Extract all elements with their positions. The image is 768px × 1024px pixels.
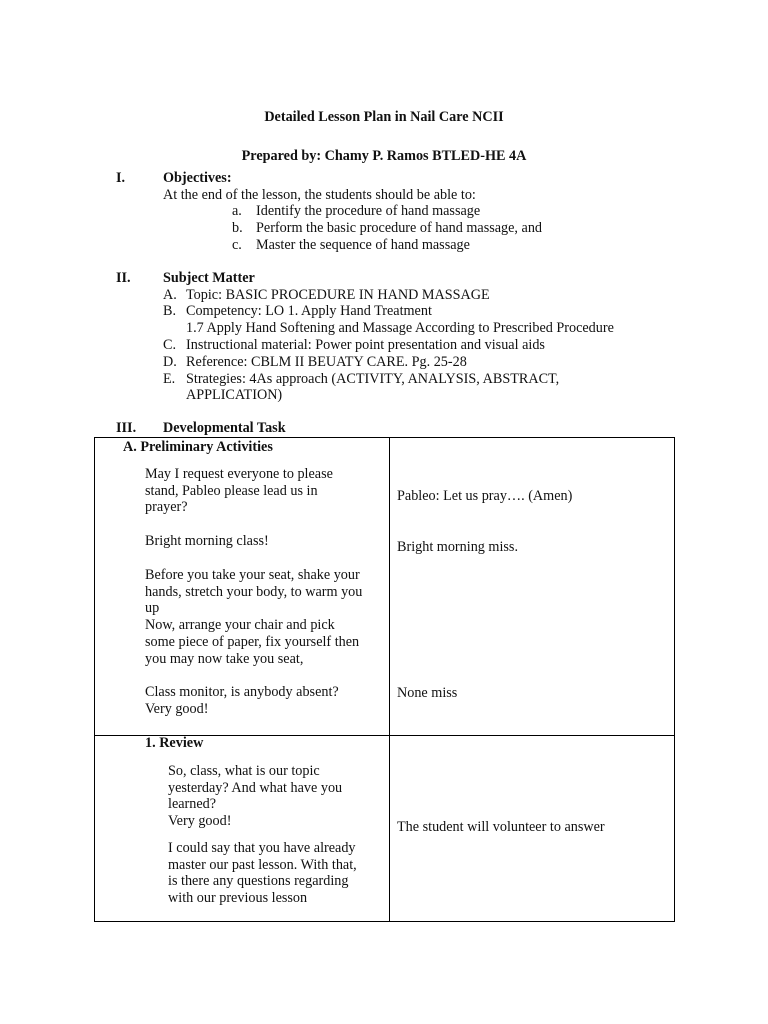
section-numeral-developmental: III. — [116, 420, 137, 436]
teacher-review-followup — [168, 840, 357, 907]
section-numeral-objectives: I. — [116, 170, 126, 186]
subject-marker: C. — [163, 337, 177, 353]
subject-marker: D. — [163, 354, 177, 370]
objective-item: Perform the basic procedure of hand massage, and — [256, 220, 543, 236]
table-border-bottom — [94, 921, 675, 922]
text-line: Very good! — [145, 700, 209, 717]
text-line: with our previous lesson — [168, 890, 308, 907]
teacher-prayer-request — [145, 466, 333, 516]
subject-item-material: Instructional material: Power point presentation and visual aids — [186, 337, 545, 353]
table-border-top — [94, 437, 675, 438]
objective-marker: a. — [232, 203, 242, 219]
text-line: prayer? — [145, 499, 188, 516]
review-heading: 1. Review — [145, 735, 204, 751]
text-line: I could say that you have already — [168, 840, 356, 856]
text-line: Bright morning class! — [145, 533, 269, 549]
subject-matter-heading: Subject Matter — [163, 270, 255, 286]
subject-item-reference: Reference: CBLM II BEUATY CARE. Pg. 25-28 — [186, 354, 467, 370]
text-line: hands, stretch your body, to warm you — [145, 583, 363, 600]
student-greeting-response: Bright morning miss. — [397, 539, 518, 555]
text-line: So, class, what is our topic — [168, 763, 320, 779]
text-line: stand, Pableo please lead us in — [145, 482, 318, 499]
student-prayer-response: Pableo: Let us pray…. (Amen) — [397, 488, 573, 504]
table-border-right — [674, 437, 675, 922]
table-column-divider — [389, 437, 390, 922]
text-line: you may now take you seat, — [145, 650, 304, 667]
document-title: Detailed Lesson Plan in Nail Care NCII — [264, 109, 504, 125]
student-attendance-response: None miss — [397, 685, 458, 701]
subject-marker: A. — [163, 287, 177, 303]
preliminary-activities-heading: A. Preliminary Activities — [123, 439, 273, 455]
objective-marker: c. — [232, 237, 242, 253]
text-line: master our past lesson. With that, — [168, 856, 357, 873]
subject-marker: E. — [163, 371, 176, 387]
teacher-attendance — [145, 684, 339, 717]
student-review-response: The student will volunteer to answer — [397, 819, 605, 835]
teacher-greeting — [145, 533, 269, 550]
objective-marker: b. — [232, 220, 243, 236]
text-line: some piece of paper, fix yourself then — [145, 633, 360, 650]
teacher-warmup — [145, 567, 362, 667]
text-line: up — [145, 600, 160, 617]
prepared-by: Prepared by: Chamy P. Ramos BTLED-HE 4A — [241, 148, 527, 164]
subject-item-strategies-cont: APPLICATION) — [186, 387, 283, 403]
text-line: May I request everyone to please — [145, 466, 333, 482]
text-line: is there any questions regarding — [168, 873, 349, 890]
subject-item-competency: Competency: LO 1. Apply Hand Treatment — [186, 303, 432, 319]
objective-item: Master the sequence of hand massage — [256, 237, 470, 253]
subject-item-topic: Topic: BASIC PROCEDURE IN HAND MASSAGE — [186, 287, 490, 303]
objectives-intro: At the end of the lesson, the students should be able to: — [163, 187, 476, 203]
objective-item: Identify the procedure of hand massage — [256, 203, 481, 219]
subject-item-competency-detail: 1.7 Apply Hand Softening and Massage According to Prescribed Procedure — [186, 320, 614, 336]
section-numeral-subject: II. — [116, 270, 131, 286]
subject-item-strategies: Strategies: 4As approach (ACTIVITY, ANALYSIS, ABSTRACT, — [186, 371, 560, 387]
text-line: Very good! — [168, 813, 232, 830]
objectives-heading: Objectives: — [163, 170, 232, 186]
text-line: Now, arrange your chair and pick — [145, 617, 335, 634]
text-line: Before you take your seat, shake your — [145, 567, 360, 583]
subject-marker: B. — [163, 303, 177, 319]
teacher-review-question — [168, 763, 342, 830]
text-line: Class monitor, is anybody absent? — [145, 684, 339, 700]
developmental-task-heading: Developmental Task — [163, 420, 286, 436]
text-line: yesterday? And what have you — [168, 779, 343, 796]
table-border-left — [94, 437, 95, 922]
text-line: learned? — [168, 796, 217, 813]
